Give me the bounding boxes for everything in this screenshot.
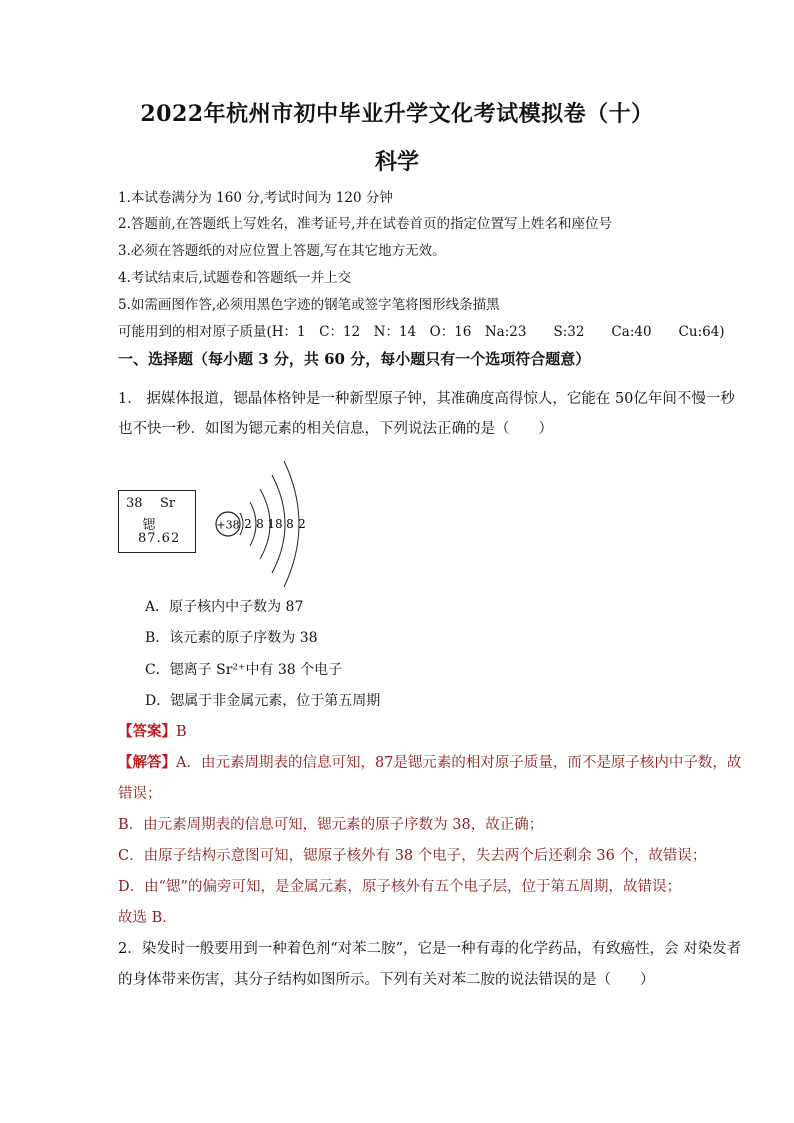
answer-label: 【答案】 <box>118 723 176 740</box>
element-mass: 87.62 <box>138 531 181 546</box>
shell-count-5: 2 <box>298 517 306 531</box>
exam-subject: 科学 <box>374 149 419 175</box>
answer-value: B <box>176 724 187 740</box>
q1-analysis-line4: C．由原子结构示意图可知，锶原子核外有 38 个电子，失去两个后还剩余 36 个，故错误； <box>118 848 707 864</box>
q1-option-a: A．原子核内中子数为 87 <box>145 599 304 615</box>
instruction-4: 4.考试结束后,试题卷和答题纸一并上交 <box>118 270 352 286</box>
instruction-3: 3.必须在答题纸的对应位置上答题,写在其它地方无效。 <box>118 243 446 259</box>
q1-analysis-line1 <box>118 753 741 773</box>
q1-analysis-line3: B．由元素周期表的信息可知，锶元素的原子序数为 38，故正确； <box>118 817 544 833</box>
nucleus-label: +38 <box>216 518 240 532</box>
q1-option-d: D．锶属于非金属元素，位于第五周期 <box>145 693 381 709</box>
element-name: 锶 <box>142 518 156 533</box>
q1-analysis-line2: 错误； <box>118 786 162 802</box>
element-symbol: Sr <box>160 496 176 511</box>
q1-answer <box>118 722 187 742</box>
instruction-5: 5.如需画图作答,必须用黑色字迹的钢笔或签字笔将图形线条描黑 <box>118 297 500 313</box>
q2-stem-line1: 2．染发时一般要用到一种着色剂“对苯二胺”，它是一种有毒的化学药品，有致癌性，会 对染发者 <box>118 941 742 957</box>
section-heading: 一、选择题（每小题 3 分，共 60 分，每小题只有一个选项符合题意） <box>118 350 591 368</box>
analysis-text-1: A．由元素周期表的信息可知，87是锶元素的相对原子质量，而不是原子核内中子数，故 <box>176 755 742 771</box>
instruction-1: 1.本试卷满分为 160 分,考试时间为 120 分钟 <box>118 190 393 206</box>
shell-count-2: 8 <box>256 517 264 531</box>
element-number: 38 <box>126 496 143 511</box>
q1-stem-line1: 1． 据媒体报道，锶晶体格钟是一种新型原子钟，其准确度高得惊人，它能在 50亿年间不慢一秒 <box>118 391 735 407</box>
shell-count-3: 18 <box>267 517 283 531</box>
q1-analysis-line5: D．由“锶”的偏旁可知，是金属元素，原子核外有五个电子层，位于第五周期，故错误； <box>118 879 681 895</box>
analysis-label: 【解答】 <box>118 754 176 771</box>
shell-count-1: 2 <box>244 517 252 531</box>
exam-title: 2022年杭州市初中毕业升学文化考试模拟卷（十） <box>140 101 654 127</box>
atomic-masses: 可能用到的相对原子质量(H：1 C：12 N：14 O：16 Na:23 S:32 Ca:40 Cu:64) <box>118 324 725 340</box>
q1-stem-line2: 也不快一秒．如图为锶元素的相关信息，下列说法正确的是（ ） <box>118 421 553 437</box>
q1-analysis-line6: 故选 B． <box>118 910 177 926</box>
element-card <box>118 490 196 553</box>
q2-stem-line2: 的身体带来伤害，其分子结构如图所示。下列有关对苯二胺的说法错误的是（ ） <box>118 972 655 988</box>
q1-option-c: C．锶离子 Sr²⁺中有 38 个电子 <box>145 662 343 678</box>
shell-count-4: 8 <box>286 517 294 531</box>
atom-structure-diagram <box>210 455 320 595</box>
q1-option-b: B．该元素的原子序数为 38 <box>145 630 318 646</box>
instruction-2: 2.答题前,在答题纸上写姓名，准考证号,并在试卷首页的指定位置写上姓名和座位号 <box>118 216 612 232</box>
